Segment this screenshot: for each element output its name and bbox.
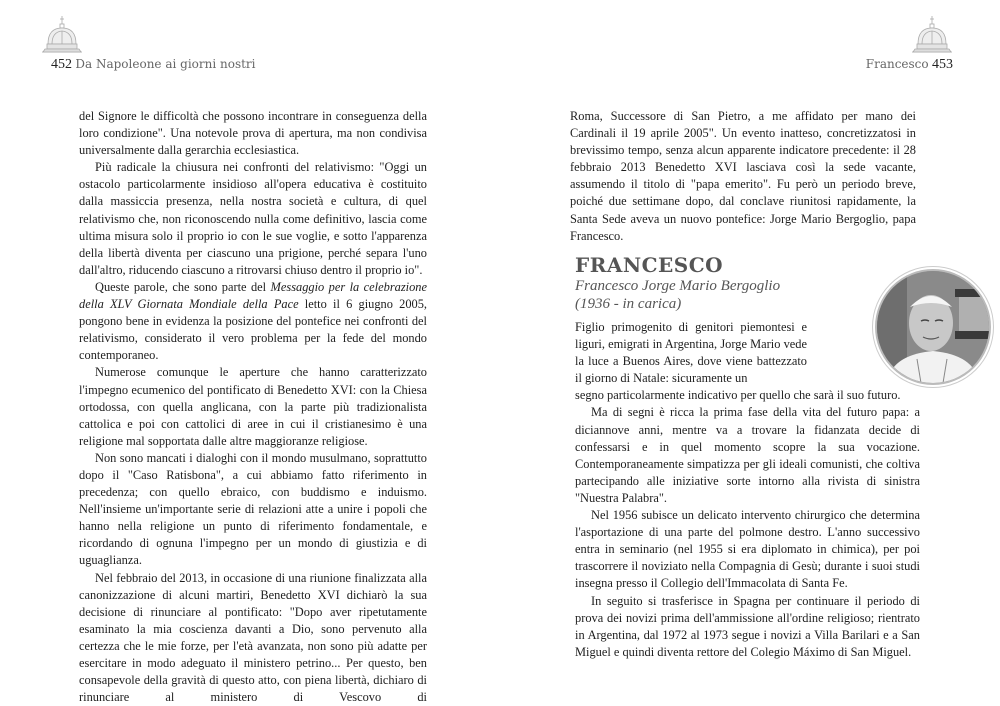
- paragraph: [575, 319, 920, 404]
- dome-icon: [910, 14, 954, 56]
- wrapped-text: Figlio primogenito di genitori piemontesi e liguri, emigrati in Argentina, Jorge Mario vede la luce a Buenos Aires, dove viene battezzato il giorno di Natale: sicuramente un: [575, 320, 807, 386]
- body-text: [570, 108, 916, 245]
- biography-box: [575, 253, 920, 659]
- paragraph: Non sono mancati i dialoghi con il mondo musulmano, soprattutto dopo il "Caso Ratisbona", a cui abbiamo fatto riferimento in precedenza; con quello ebraico, con buddismo e induismo. Nell'insieme un'importante serie di relazioni atte a unire i popoli che hanno nella religione un punto di riferimento fondamentale, e ricordando di ognuna l'impegno per un mondo di giustizia e di uguaglianza.: [79, 450, 427, 568]
- bio-name: FRANCESCO: [575, 253, 724, 277]
- page-number: 452: [51, 57, 72, 72]
- paragraph: In seguito si trasferisce in Spagna per continuare il periodo di prova dei novizi prima dell'ammissione all'ordine religioso; rientrato in Argentina, dal 1972 al 1973 segue i novizi a Villa Barilari e a San Miguel e quindi diventa rettore del Colegio Máximo di San Miguel.: [575, 593, 920, 659]
- bio-full-name: Francesco Jorge Mario Bergoglio: [575, 278, 781, 294]
- running-header: [51, 56, 256, 73]
- paragraph: Più radicale la chiusura nei confronti del relativismo: "Oggi un ostacolo particolarmente insidioso all'opera educativa è costituito dalla massiccia presenza, nella nostra società e cultura, di quel relativismo che, non riconoscendo nulla come definitivo, lascia come ultima misura solo il proprio io con le sue voglie, e sotto l'apparenza della libertà diventa per ciascuno una prigione, perché separa l'uno dall'altro, riducendo ciascuno a ritrovarsi chiuso dentro il proprio io".: [79, 160, 427, 277]
- running-title: Francesco: [865, 57, 929, 71]
- body-text: [79, 108, 427, 706]
- dome-icon: [40, 14, 84, 56]
- text-span: letto il 6 giugno 2005, pongono bene in evidenza la posizione del pontefice nei confronti del relativismo, considerato il vero problema per la fede del mondo contemporaneo.: [79, 297, 427, 363]
- paragraph: del Signore le difficoltà che possono incontrare in conseguenza della loro condizione". Una notevole prova di apertura, ma non condivisa universalmente dalla gerarchia ecclesiastica.: [79, 109, 427, 158]
- bio-text: [575, 319, 920, 661]
- paragraph: Nel 1956 subisce un delicato intervento chirurgico che determina l'asportazione di una parte del polmone destro. L'anno successivo entra in seminario (nel 1955 si era diplomato in chimica), per poi trascorrere il noviziato nella Compagnia di Gesù; durante i suoi studi insegna presso il Collegio dell'Immacolata di Santa Fe.: [575, 508, 920, 591]
- paragraph: Roma, Successore di San Pietro, a me affidato per mano dei Cardinali il 19 aprile 2005". Un evento inatteso, concretizzatosi in brevissimo tempo, senza alcun apparente indicatore precedente: il 28 febbraio 2013 Benedetto XVI lasciava così la sede vacante, assumendo il titolo di "papa emerito". Fu però un periodo breve, poiché due settimane dopo, dal conclave riunitosi rapidamente, la Santa Sede aveva un nuovo pontefice: Jorge Mario Bergoglio, papa Francesco.: [570, 109, 916, 243]
- paragraph: Numerose comunque le aperture che hanno caratterizzato l'impegno ecumenico del pontificato di Benedetto XVI: con la Chiesa ortodossa, con quella anglicana, con la parte più tradizionalista cattolica e poi con cattolici di aree in cui il cristianesimo è una religione mal sopportata dalle altre maggioranze religiose.: [79, 365, 427, 448]
- running-title: Da Napoleone ai giorni nostri: [75, 57, 256, 71]
- running-header: [866, 56, 953, 73]
- bio-years: (1936 - in carica): [575, 296, 682, 312]
- italic-title: Messaggio per la celebrazione della XLV Giornata Mondiale della Pace: [79, 279, 427, 312]
- left-page: [0, 0, 500, 705]
- paragraph: [79, 279, 427, 364]
- text-span: Queste parole, che sono parte del: [95, 279, 271, 294]
- right-page: [500, 0, 1000, 674]
- paragraph: Nel febbraio del 2013, in occasione di una riunione finalizzata alla canonizzazione di alcuni martiri, Benedetto XVI dichiarò la sua decisione di rinunciare al pontificato: "Dopo aver ripetutamente esaminato la mia coscienza davanti a Dio, sono pervenuto alla certezza che le mie forze, per l'età avanzata, non sono più adatte per esercitare in modo adeguato il ministero petrino... Per questo, ben consapevole della gravità di questo atto, con piena libertà, dichiaro di rinunciare al ministero di Vescovo di: [79, 570, 427, 705]
- text-span: segno particolarmente indicativo per quello che sarà il suo futuro.: [575, 388, 901, 403]
- page-number: 453: [932, 57, 953, 72]
- paragraph: Ma di segni è ricca la prima fase della vita del futuro papa: a diciannove anni, mentre va a trovare la fidanzata decide di confessarsi e in quel momento scopre la sua vocazione. Contemporaneamente simpatizza per gli ideali comunisti, che coltiva partecipando alle iniziative sorte intorno alla rivista di sinistra "Nuestra Palabra".: [575, 405, 920, 505]
